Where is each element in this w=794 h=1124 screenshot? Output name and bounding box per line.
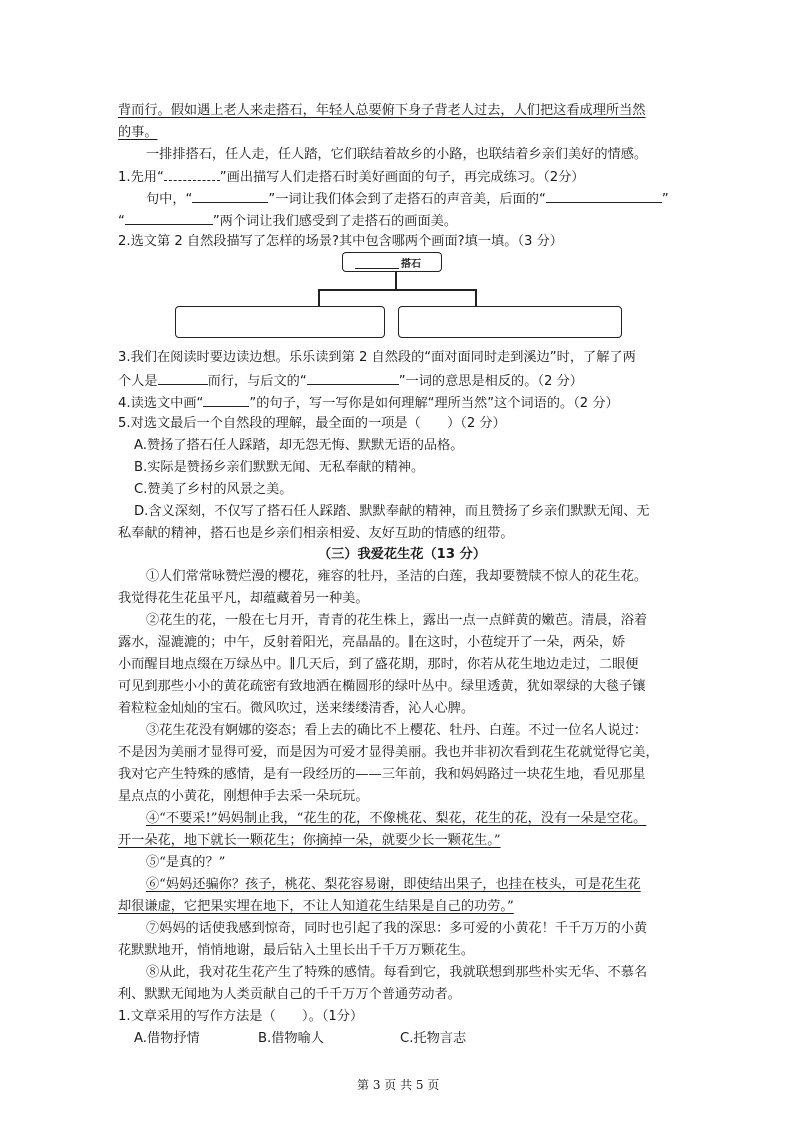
answer-blank[interactable] [158, 371, 208, 385]
wavy-line-blank [164, 167, 220, 181]
answer-blank[interactable] [546, 189, 662, 203]
diagram-answer-box-left[interactable] [175, 306, 385, 338]
answer-blank[interactable] [125, 211, 213, 225]
passage-line: 的事。 [118, 125, 158, 140]
diagram-top-box [342, 252, 442, 272]
answer-blank[interactable] [355, 255, 399, 269]
passage-line: 我对它产生特殊的感情，是有一段经历的——三年前，我和妈妈路过一块花生地，看见那星 [118, 767, 646, 782]
diagram-connector [395, 272, 397, 290]
question-3: 3.我们在阅读时要边读边想。乐乐读到第 2 自然段的“面对面同时走到溪边”时，了解了两 [118, 350, 636, 365]
question-1-fill: “ ”两个词让我们感受到了走搭石的画面美。 [118, 211, 457, 231]
passage-line: 我觉得花生花虽平凡，却蕴藏着另一种美。 [118, 591, 369, 606]
option-d[interactable]: 私奉献的精神，搭石也是乡亲们相亲相爱、友好互助的情感的纽带。 [118, 526, 514, 541]
option-a[interactable]: A.借物抒情 [134, 1031, 200, 1046]
option-d[interactable]: D.含义深刻，不仅写了搭石任人踩踏、默默奉献的精神，而且赞扬了乡亲们默默无闻、无 [134, 504, 650, 519]
question-3: 个人是 而行，与后文的“ ”一词的意思是相反的。（2 分） [118, 371, 583, 391]
answer-blank[interactable] [307, 371, 399, 385]
option-c[interactable]: C.托物言志 [400, 1031, 467, 1046]
option-a[interactable]: A.赞扬了搭石任人踩踏，却无怨无悔、默默无语的品格。 [134, 438, 464, 453]
passage-line: ⑧从此，我对花生花产生了特殊的感情。每看到它，我就联想到那些朴实无华、不慕名 [146, 965, 648, 980]
passage-line: ⑦妈妈的话使我感到惊奇，同时也引起了我的深思：多可爱的小黄花！千千万万的小黄 [146, 921, 648, 936]
question-1: 1.先用“ ”画出描写人们走搭石时美好画面的句子，再完成练习。（2分） [118, 167, 584, 187]
passage-line: 却很谦虚，它把果实埋在地下，不让人知道花生结果是自己的功劳。” [118, 899, 514, 914]
answer-blank[interactable] [192, 189, 268, 203]
underline-sample [203, 393, 249, 407]
diagram-connector [475, 289, 477, 307]
question-4: 4.读选文中画“ ”的句子，写一写你是如何理解“理所当然”这个词语的。（2 分） [118, 393, 619, 413]
passage-line: 可见到那些小小的黄花疏密有致地洒在椭圆形的绿叶丛中。绿里透黄，犹如翠绿的大毯子镶 [118, 679, 646, 694]
passage-line: 开一朵花，地下就长一颗花生；你摘掉一朵，就要少长一颗花生。” [118, 833, 501, 848]
passage-line: ⑥“妈妈还骗你？孩子，桃花、梨花容易谢，即使结出果子，也挂在枝头，可是花生花 [146, 877, 641, 892]
passage-line: 不是因为美丽才显得可爱，而是因为可爱才显得美丽。我也并非初次看到花生花就觉得它美， [118, 745, 659, 760]
passage-line: 背而行。假如遇上老人来走搭石，年轻人总要俯下身子背老人过去，人们把这看成理所当然 [118, 103, 646, 118]
question-2: 2.选文第 2 自然段描写了怎样的场景?其中包含哪两个画面?填一填。（3 分） [118, 234, 563, 249]
diagram-connector [318, 289, 320, 307]
passage-line: ①人们常常咏赞烂漫的樱花，雍容的牡丹，圣洁的白莲，我却要赞牍不惊人的花生花。 [146, 569, 648, 584]
passage-line: ④“不要采!”妈妈制止我，“花生的花，不像桃花、梨花，花生的花，没有一朵是空花。 [146, 811, 647, 826]
diagram-connector [318, 289, 476, 291]
passage-line: 星点点的小黄花，刚想伸手去采一朵玩玩。 [118, 789, 369, 804]
section-title: （三）我爱花生花（13 分） [318, 547, 487, 562]
passage-line: 着粒粒金灿灿的宝石。微风吹过，送来缕缕清香，沁人心脾。 [118, 701, 475, 716]
diagram-answer-box-right[interactable] [398, 306, 622, 338]
passage-line: 花默默地开，悄悄地谢，最后钻入土里长出千千万万颗花生。 [118, 943, 475, 958]
question-1-writing-method: 1.文章采用的写作方法是（ ）。（1分） [118, 1009, 364, 1024]
passage-line: 小而醒目地点缀在万绿丛中。∥几天后，到了盛花期，那时，你若从花生地边走过，二眼便 [118, 657, 639, 672]
option-b[interactable]: B.借物喻人 [258, 1031, 324, 1046]
option-c[interactable]: C.赞美了乡村的风景之美。 [134, 482, 293, 497]
option-b[interactable]: B.实际是赞扬乡亲们默默无闻、无私奉献的精神。 [134, 460, 425, 475]
question-1-fill: 句中，“ ”一词让我们体会到了走搭石的声音美，后面的“ ” [146, 189, 669, 209]
passage-line: 露水，湿漉漉的；中午，反射着阳光，亮晶晶的。∥在这时，小苞绽开了一朵，两朵，娇 [118, 635, 626, 650]
passage-line: ③花生花没有婀娜的姿态；看上去的确比不上樱花、牡丹、白莲。不过一位名人说过： [146, 723, 648, 738]
passage-line: ⑤“是真的？” [146, 855, 226, 870]
page-number: 第 3 页 共 5 页 [357, 1078, 440, 1092]
passage-line: 一排排搭石，任人走，任人踏，它们联结着故乡的小路，也联结着乡亲们美好的情感。 [146, 147, 648, 162]
question-5: 5.对选文最后一个自然段的理解，最全面的一项是（ ）（2 分） [118, 416, 506, 431]
diagram-label: 搭石 [401, 259, 421, 270]
passage-line: ②花生的花，一般在七月开，青青的花生株上，露出一点一点鲜黄的嫩芭。清晨，浴着 [146, 613, 648, 628]
passage-line: 利、默默无闻地为人类贡献自己的千千万万个普通劳动者。 [118, 987, 461, 1002]
